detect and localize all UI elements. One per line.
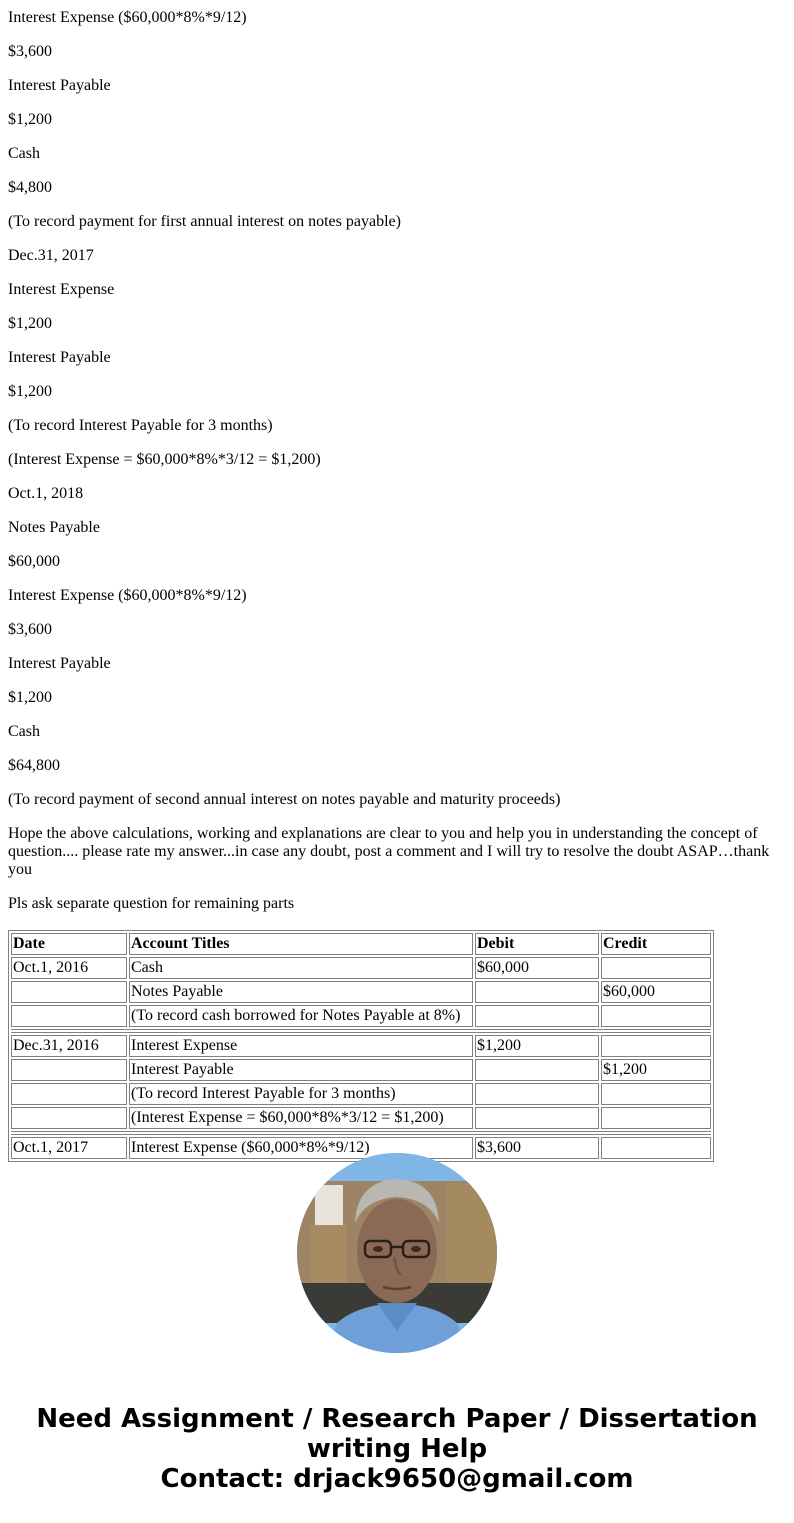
answer-body: [8, 0, 786, 929]
author-avatar: [297, 1153, 497, 1353]
text-paragraph: $1,200: [8, 111, 52, 128]
text-paragraph: $1,200: [8, 315, 52, 332]
table-row: [11, 957, 711, 979]
cell-account: Interest Payable: [129, 1059, 473, 1081]
text-paragraph: Interest Payable: [8, 77, 111, 94]
text-paragraph: Interest Payable: [8, 655, 111, 672]
text-paragraph: Interest Expense ($60,000*8%*9/12): [8, 9, 247, 26]
cell-credit: $60,000: [601, 981, 711, 1003]
cell-debit: [475, 1083, 599, 1105]
text-paragraph: Cash: [8, 145, 40, 162]
cell-account: (Interest Expense = $60,000*8%*3/12 = $1,200): [129, 1107, 473, 1129]
closing-note: Hope the above calculations, working and explanations are clear to you and help you in understanding the concept of question.... please rate my answer...in case any doubt, post a comment and I will try to resolve the doubt ASAP…thank you: [8, 825, 770, 878]
entry-group: [11, 1029, 711, 1129]
cell-debit: [475, 1005, 599, 1027]
text-paragraph: Cash: [8, 723, 40, 740]
text-paragraph: (To record payment of second annual interest on notes payable and maturity proceeds): [8, 791, 561, 808]
cell-credit: $1,200: [601, 1059, 711, 1081]
text-paragraph: $1,200: [8, 383, 52, 400]
cell-date: Dec.31, 2016: [11, 1035, 127, 1057]
cell-account: Interest Expense: [129, 1035, 473, 1057]
promo-line-2: writing Help: [306, 1434, 488, 1464]
header-debit: Debit: [475, 933, 599, 955]
group-divider: [11, 1029, 711, 1033]
table-header-row: [11, 933, 711, 955]
cell-debit: $60,000: [475, 957, 599, 979]
text-paragraph: Oct.1, 2018: [8, 485, 84, 502]
cell-date: [11, 1059, 127, 1081]
table-row: [11, 1059, 711, 1081]
cell-account: (To record cash borrowed for Notes Payable at 8%): [129, 1005, 473, 1027]
header-account-titles: Account Titles: [129, 933, 473, 955]
cell-account: Notes Payable: [129, 981, 473, 1003]
cell-account: (To record Interest Payable for 3 months): [129, 1083, 473, 1105]
cell-date: Oct.1, 2017: [11, 1137, 127, 1159]
journal-entries-table: [8, 930, 714, 1162]
cell-debit: [475, 1059, 599, 1081]
text-paragraph: $64,800: [8, 757, 60, 774]
text-paragraph: (To record payment for first annual interest on notes payable): [8, 213, 401, 230]
text-paragraph: Notes Payable: [8, 519, 100, 536]
header-credit: Credit: [601, 933, 711, 955]
text-paragraph: (Interest Expense = $60,000*8%*3/12 = $1,200): [8, 451, 321, 468]
text-paragraph: Interest Payable: [8, 349, 111, 366]
author-photo-icon: [297, 1153, 497, 1353]
table-row: [11, 981, 711, 1003]
remaining-parts-note: Pls ask separate question for remaining parts: [8, 895, 295, 912]
entry-group: [11, 957, 711, 1027]
group-divider: [11, 1131, 711, 1135]
text-paragraph: $1,200: [8, 689, 52, 706]
cell-debit: [475, 1107, 599, 1129]
cell-date: Oct.1, 2016: [11, 957, 127, 979]
table-row: [11, 1083, 711, 1105]
journal-table-container: [8, 930, 718, 1156]
promo-contact: Contact: drjack9650@gmail.com: [160, 1464, 634, 1494]
text-paragraph: Interest Expense ($60,000*8%*9/12): [8, 587, 247, 604]
promo-line-1: Need Assignment / Research Paper / Dissertation: [36, 1404, 758, 1434]
cell-debit: [475, 981, 599, 1003]
text-paragraph: Interest Expense: [8, 281, 115, 298]
text-paragraph: $3,600: [8, 621, 52, 638]
cell-credit: [601, 957, 711, 979]
cell-debit: $1,200: [475, 1035, 599, 1057]
cell-date: [11, 1083, 127, 1105]
table-row: [11, 1107, 711, 1129]
text-paragraph: $4,800: [8, 179, 52, 196]
cell-credit: [601, 1083, 711, 1105]
header-date: Date: [11, 933, 127, 955]
text-paragraph: $3,600: [8, 43, 52, 60]
text-paragraph: (To record Interest Payable for 3 months): [8, 417, 273, 434]
cell-date: [11, 981, 127, 1003]
cell-credit: [601, 1035, 711, 1057]
cell-credit: [601, 1005, 711, 1027]
text-paragraph: $60,000: [8, 553, 60, 570]
cell-debit: $3,600: [475, 1137, 599, 1159]
cell-credit: [601, 1107, 711, 1129]
table-row: [11, 1005, 711, 1027]
promo-banner: [0, 1404, 794, 1494]
cell-account: Interest Expense ($60,000*8%*9/12): [129, 1137, 473, 1159]
cell-date: [11, 1005, 127, 1027]
cell-credit: [601, 1137, 711, 1159]
table-row: [11, 1035, 711, 1057]
cell-account: Cash: [129, 957, 473, 979]
text-paragraph: Dec.31, 2017: [8, 247, 94, 264]
cell-date: [11, 1107, 127, 1129]
